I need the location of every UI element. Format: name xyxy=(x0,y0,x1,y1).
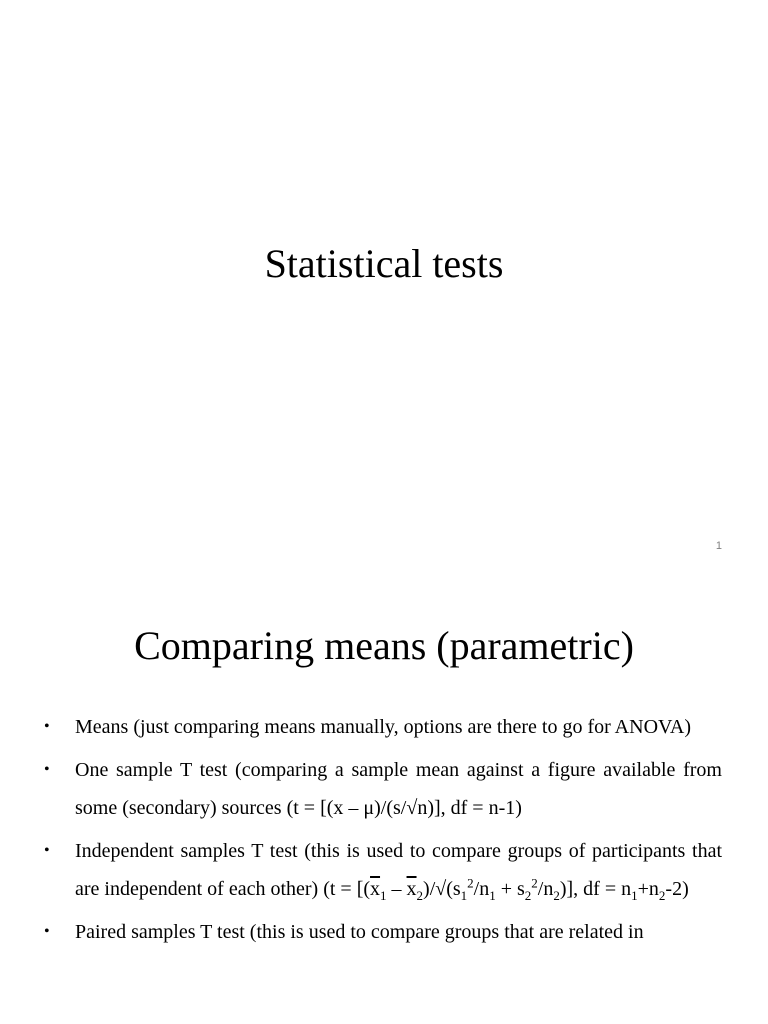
formula-text: – xyxy=(386,878,407,900)
bullet-item-paired-samples-t-test: • Paired samples T test (this is used to compare groups that are related in xyxy=(40,913,722,952)
slide-title: Comparing means (parametric) xyxy=(134,623,634,668)
subscript: 2 xyxy=(658,888,666,903)
bullet-list xyxy=(40,708,722,955)
formula-text: +n xyxy=(637,878,659,900)
superscript: 2 xyxy=(467,875,474,891)
bullet-item-means: • Means (just comparing means manually, options are there to go for ANOVA) xyxy=(40,708,722,747)
subscript: 1 xyxy=(380,888,387,903)
subscript: 2 xyxy=(553,888,560,903)
subscript: 1 xyxy=(489,888,496,903)
bullet-item-independent-samples-t-test xyxy=(40,832,722,909)
formula-text: )], df = n xyxy=(559,878,632,900)
subscript: 2 xyxy=(524,888,532,903)
page-number: 1 xyxy=(715,540,722,552)
formula-text: + s xyxy=(495,878,525,900)
formula-text: )/√(s xyxy=(423,878,461,900)
formula-prefix: Independent samples T test (this is used to compare groups of participants that are independent of each other) (t = [( xyxy=(75,839,722,900)
subscript: 2 xyxy=(416,888,424,903)
subscript: 1 xyxy=(631,888,638,903)
slide-2 xyxy=(0,576,768,1024)
formula-text: -2) xyxy=(665,878,689,900)
subscript: 1 xyxy=(460,888,468,903)
formula-text: /n xyxy=(473,878,490,900)
bullet-item-one-sample-t-test: • One sample T test (comparing a sample mean against a figure available from some (secondary) sources (t = [(x – μ)/(s/√n)], df = n-1) xyxy=(40,751,722,828)
mean-x2: $\overline{x}$ xyxy=(406,878,417,900)
superscript: 2 xyxy=(531,875,538,891)
formula-text: /n xyxy=(537,878,554,900)
mean-x1: $\overline{x}$ xyxy=(370,878,381,900)
slide-title: Statistical tests xyxy=(264,241,504,286)
